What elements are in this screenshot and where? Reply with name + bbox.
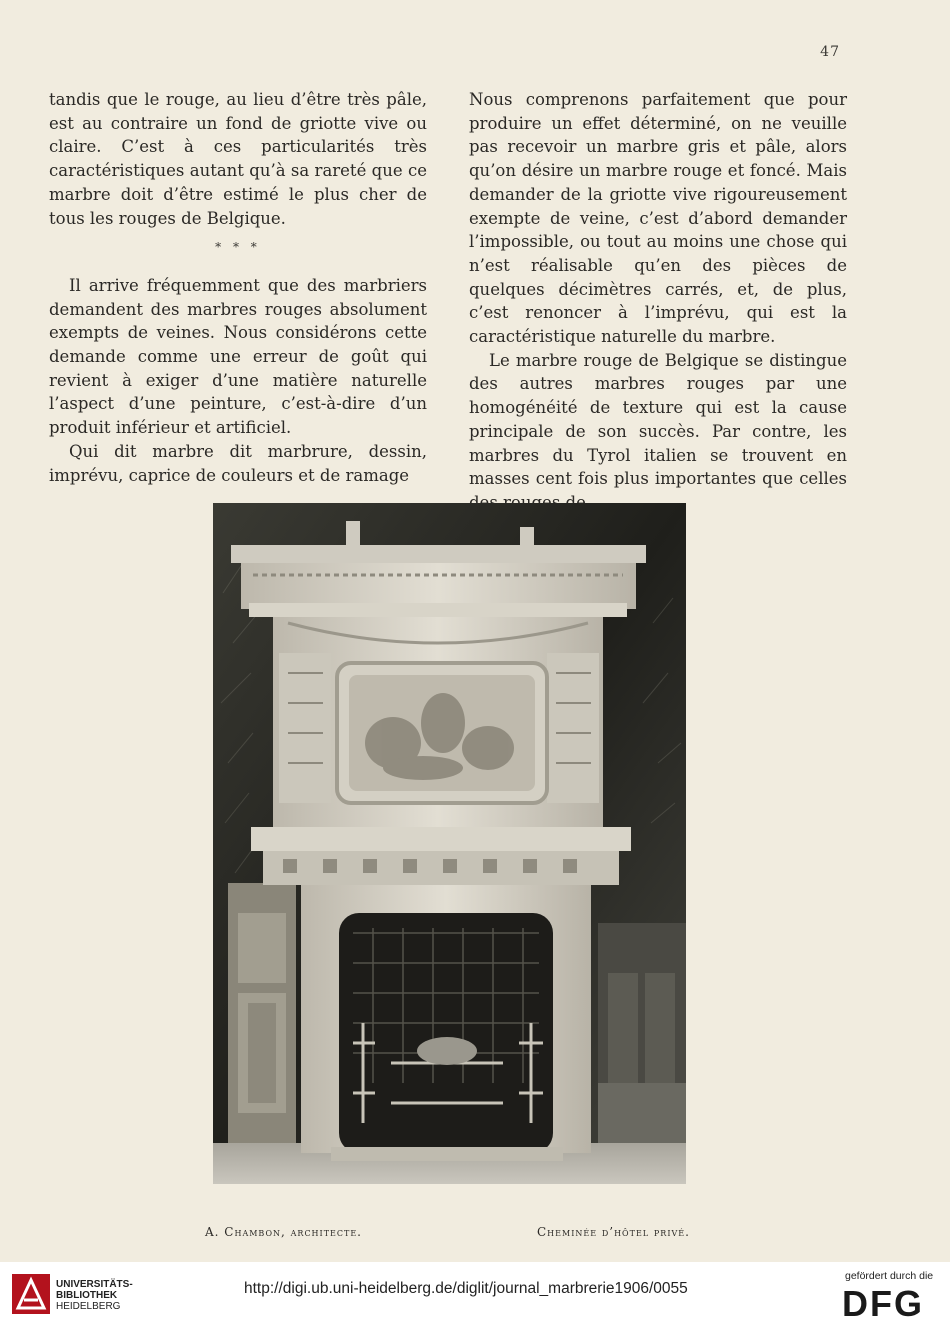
fireplace-photograph [213,503,686,1184]
caption-architect: A. Chambon, architecte. [205,1225,362,1239]
dfg-logo: DFG [842,1283,924,1324]
left-text-column [49,88,427,487]
institution-line-2: BIBLIOTHEK [56,1290,118,1301]
digitization-footer [0,1262,950,1329]
caption-title: Cheminée d’hôtel privé. [537,1225,690,1239]
institution-line-3: HEIDELBERG [56,1301,121,1312]
right-paragraph-1: Nous comprenons parfaitement que pour produire un effet déterminé, on ne veuille pas recevoir un marbre gris et pâle, alors qu’on désire un marbre rouge et foncé. Mais demander de la griotte vive rigoureusement exempte de veine, c’est d’abord demander l’impossible, ou tout au moins une chose qui n’est réalisable qu’en des pièces de quelques décimètres carrés, et, de plus, c’est renoncer à l’imprévu, qui est la caractéristique naturelle du marbre. [469,90,847,347]
fireplace-illustration [213,503,686,1184]
left-paragraph-2: Il arrive fréquemment que des marbriers demandent des marbres rouges absolument exempts de veines. Nous considérons cette demande comme une erreur de goût qui revient à exiger d’une matière naturelle l’aspect d’une peinture, c’est-à-dire d’un produit inférieur et artificiel. [49,275,427,438]
institution-name [56,1279,133,1312]
institution-line-1: UNIVERSITÄTS- [56,1279,133,1290]
right-paragraph-2: Le marbre rouge de Belgique se distingue des autres marbres rouges par une homogénéité de texture qui est la cause principale de son succès. Par contre, les marbres du Tyrol italien se trouvent en masses cent fois plus importantes que celles [469,350,847,489]
section-separator: * * * [215,240,261,255]
permalink-url[interactable]: http://digi.ub.uni-heidelberg.de/diglit/journal_marbrerie1906/0055 [244,1280,688,1297]
right-text-column [469,88,847,515]
left-paragraph-1: tandis que le rouge, au lieu d’être très pâle, est au contraire un fond de griotte vive ou claire. C’est à ces particularités très caractéristiques autant qu’à sa rareté que ce marbre doit d’être estimé le plus cher de tous les rouges de Belgique. [49,90,427,228]
university-library-logo-icon [12,1274,50,1314]
funding-label: gefördert durch die [845,1270,934,1282]
page-number: 47 [820,44,840,60]
left-paragraph-3: Qui dit marbre dit marbrure, dessin, imprévu, caprice de couleurs et de ramage [49,441,427,485]
